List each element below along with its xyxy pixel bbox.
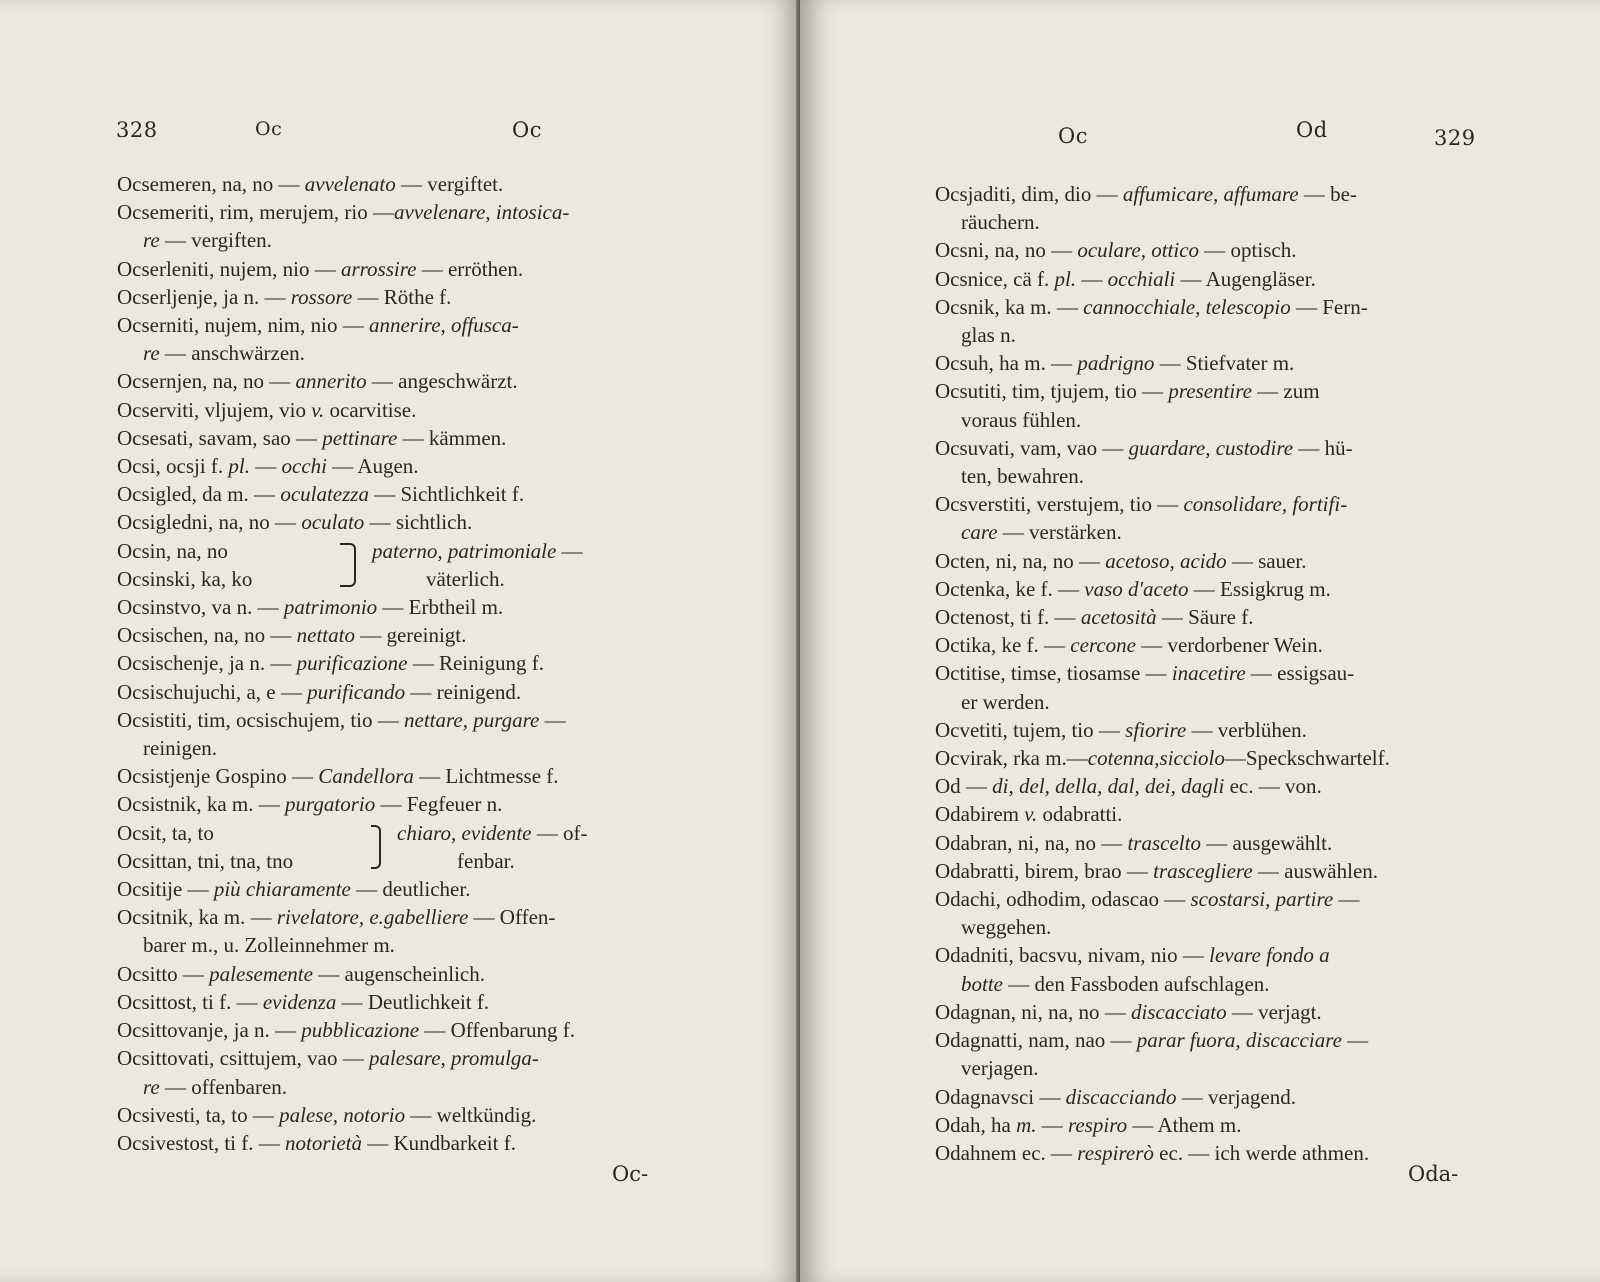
entry-continuation xyxy=(935,518,1525,546)
italian-gloss: più chiaramente xyxy=(213,877,351,902)
dictionary-entry xyxy=(935,1083,1525,1111)
dictionary-entry xyxy=(935,631,1525,659)
german-gloss: — offenbaren. xyxy=(159,1074,288,1099)
headword: Ocsuh, ha m. — xyxy=(935,351,1078,376)
headword: Ocsittan, tni, tna, tno xyxy=(117,848,294,873)
dictionary-entry xyxy=(935,800,1525,828)
german-gloss: — Stiefvater m. xyxy=(1154,351,1295,376)
entry-group xyxy=(117,819,692,875)
german-gloss: — vergiftet. xyxy=(395,172,504,196)
headword: Ocsivestost, ti f. — xyxy=(117,1130,285,1155)
dictionary-entry xyxy=(117,593,692,621)
german-gloss: odabratti. xyxy=(1037,802,1123,827)
page-number: 328 xyxy=(116,118,158,142)
dictionary-entry xyxy=(117,1016,692,1044)
italian-gloss: oculato xyxy=(301,510,365,535)
dictionary-entry xyxy=(117,508,692,536)
dictionary-entry xyxy=(935,236,1525,264)
entry-continuation xyxy=(117,931,692,959)
headword: Octen, ni, na, no — xyxy=(935,548,1106,573)
dictionary-entry xyxy=(935,829,1525,857)
entry-continuation xyxy=(935,913,1525,941)
dictionary-entry xyxy=(935,941,1525,969)
italian-gloss: respiro xyxy=(1067,1112,1128,1137)
dictionary-entry xyxy=(117,255,692,283)
dictionary-entry xyxy=(117,988,692,1016)
german-gloss: — xyxy=(1036,1112,1068,1137)
headword: Ocsemeriti, rim, merujem, rio — xyxy=(117,200,395,225)
german-gloss: ten, bewahren. xyxy=(961,464,1085,489)
italian-gloss: evidenza xyxy=(262,989,337,1014)
german-gloss: — Essigkrug m. xyxy=(1188,576,1331,601)
headword: Ocsittovati, csittujem, vao — xyxy=(117,1046,369,1071)
headword: Odachi, odhodim, odascao — xyxy=(935,887,1191,912)
dictionary-entry xyxy=(117,452,692,480)
dictionary-entry xyxy=(117,367,692,395)
italian-gloss: chiaro, evidente xyxy=(397,820,532,845)
dictionary-entry xyxy=(117,1129,692,1157)
italian-gloss: purificando xyxy=(307,679,406,704)
german-gloss: räuchern. xyxy=(961,210,1040,235)
headword: Odahnem ec. — xyxy=(935,1140,1078,1165)
dictionary-entry xyxy=(935,434,1525,462)
german-gloss: — sichtlich. xyxy=(364,510,473,535)
italian-gloss: guardare, custodire xyxy=(1128,435,1294,460)
dictionary-entry xyxy=(935,1111,1525,1139)
italian-gloss: nettare, purgare xyxy=(404,707,540,732)
dictionary-entry xyxy=(935,265,1525,293)
german-gloss: — Reinigung f. xyxy=(407,651,544,676)
italian-gloss: annerire, offusca- xyxy=(368,313,519,338)
german-gloss: — xyxy=(250,454,282,479)
italian-gloss: trascelto xyxy=(1127,830,1201,855)
german-gloss: — augenscheinlich. xyxy=(312,961,485,986)
italian-gloss: rossore xyxy=(290,284,353,309)
german-gloss: — xyxy=(1333,887,1360,912)
german-gloss: — optisch. xyxy=(1199,238,1297,263)
left-entry-list xyxy=(117,170,692,1157)
headword: Ocsni, na, no — xyxy=(935,238,1078,263)
german-gloss: — erröthen. xyxy=(416,256,524,281)
dictionary-entry xyxy=(935,180,1525,208)
italian-gloss: v. xyxy=(1024,802,1038,827)
german-gloss: — verstärken. xyxy=(997,520,1122,545)
german-gloss: — verjagend. xyxy=(1176,1084,1296,1109)
running-head: Od xyxy=(1296,118,1328,142)
dictionary-entry xyxy=(117,170,692,198)
entry-group xyxy=(117,537,692,593)
dictionary-entry xyxy=(117,424,692,452)
italian-gloss: occhi xyxy=(281,454,327,479)
headword: Ocserniti, nujem, nim, nio — xyxy=(117,313,369,338)
headword: Ocsnice, cä f. xyxy=(935,266,1055,291)
dictionary-entry xyxy=(117,311,692,339)
italian-gloss: pubblicazione xyxy=(301,1018,420,1043)
dictionary-entry xyxy=(117,198,692,226)
headword: Ocsinstvo, va n. — xyxy=(117,595,284,620)
italian-gloss: discacciando xyxy=(1065,1084,1177,1109)
headword: Ocsutiti, tim, tjujem, tio — xyxy=(935,379,1169,404)
dictionary-entry xyxy=(935,857,1525,885)
dictionary-entry xyxy=(117,283,692,311)
italian-gloss: purificazione xyxy=(296,651,408,676)
dictionary-entry xyxy=(935,998,1525,1026)
headword: Ocsernjen, na, no — xyxy=(117,369,296,394)
italian-gloss: palese, notorio xyxy=(279,1102,406,1127)
dictionary-entry xyxy=(117,875,692,903)
headword: Ocsischenje, ja n. — xyxy=(117,651,297,676)
italian-gloss: acetosità xyxy=(1080,605,1157,630)
headword: Ocsi, ocsji f. xyxy=(117,454,229,479)
german-gloss: — Erbtheil m. xyxy=(377,595,504,620)
german-gloss: — Sichtlichkeit f. xyxy=(368,482,525,507)
headword: Od — xyxy=(935,774,993,799)
italian-gloss: cotenna,sicciolo xyxy=(1087,746,1225,771)
italian-gloss: cercone xyxy=(1070,633,1136,658)
italian-gloss: sfiorire xyxy=(1125,717,1187,742)
german-gloss: — Lichtmesse f. xyxy=(413,764,559,789)
italian-gloss: avvelenato xyxy=(304,172,396,196)
headword: Odah, ha xyxy=(935,1112,1017,1137)
entry-continuation xyxy=(117,1073,692,1101)
dictionary-entry xyxy=(935,659,1525,687)
headword: Ocsitije — xyxy=(117,877,214,902)
headword: Ocsemeren, na, no — xyxy=(117,172,305,196)
dictionary-entry xyxy=(117,762,692,790)
dictionary-entry xyxy=(935,885,1525,913)
german-gloss: — xyxy=(556,538,583,563)
dictionary-entry xyxy=(935,772,1525,800)
german-gloss: ocarvitise. xyxy=(324,397,417,422)
german-gloss: — verjagt. xyxy=(1226,999,1322,1024)
italian-gloss: trascegliere xyxy=(1153,858,1253,883)
page-number: 329 xyxy=(1434,126,1476,150)
italian-gloss: re xyxy=(143,1074,160,1099)
italian-gloss: parar fuora, discacciare xyxy=(1136,1028,1342,1053)
headword: Ocsesati, savam, sao — xyxy=(117,425,323,450)
dictionary-entry xyxy=(117,396,692,424)
headword: Ocserleniti, nujem, nio — xyxy=(117,256,341,281)
dictionary-entry xyxy=(117,1044,692,1072)
german-gloss: — anschwärzen. xyxy=(159,341,305,366)
headword: Ocsivesti, ta, to — xyxy=(117,1102,280,1127)
dictionary-entry xyxy=(117,903,692,931)
headword: Ocsistjenje Gospino — xyxy=(117,764,319,789)
german-gloss: — sauer. xyxy=(1226,548,1307,573)
german-gloss: — verblühen. xyxy=(1186,717,1307,742)
headword: Ocsischen, na, no — xyxy=(117,623,297,648)
italian-gloss: notorietà xyxy=(285,1130,362,1155)
german-gloss: — zum xyxy=(1251,379,1320,404)
dictionary-entry xyxy=(935,744,1525,772)
dictionary-entry xyxy=(935,716,1525,744)
german-gloss: — weltkündig. xyxy=(405,1102,537,1127)
headword: Ocsischujuchi, a, e — xyxy=(117,679,308,704)
headword: Octenka, ke f. — xyxy=(935,576,1085,601)
italian-gloss: di, del, della, dal, dei, dagli xyxy=(992,774,1225,799)
german-gloss: — ausgewählt. xyxy=(1200,830,1333,855)
entry-continuation xyxy=(117,339,692,367)
italian-gloss: discacciato xyxy=(1130,999,1227,1024)
dictionary-entry xyxy=(935,349,1525,377)
italian-gloss: palesare, promulga- xyxy=(368,1046,539,1071)
german-gloss: — Deutlichkeit f. xyxy=(336,989,490,1014)
italian-gloss: respirerò xyxy=(1077,1140,1154,1165)
headword: Octenost, ti f. — xyxy=(935,605,1081,630)
german-gloss: — verdorbener Wein. xyxy=(1135,633,1323,658)
dictionary-entry xyxy=(117,1101,692,1129)
dictionary-entry xyxy=(935,377,1525,405)
dictionary-entry xyxy=(117,480,692,508)
dictionary-entry xyxy=(117,678,692,706)
german-gloss: voraus fühlen. xyxy=(961,407,1082,432)
italian-gloss: inacetire xyxy=(1171,661,1246,686)
dictionary-entry xyxy=(117,960,692,988)
german-gloss: — hü- xyxy=(1293,435,1353,460)
headword: Odadniti, bacsvu, nivam, nio — xyxy=(935,943,1210,968)
running-head: Oc xyxy=(1058,124,1088,148)
german-gloss: weggehen. xyxy=(961,915,1052,940)
german-gloss: väterlich. xyxy=(426,566,505,591)
italian-gloss: vaso d'aceto xyxy=(1084,576,1189,601)
italian-gloss: acetoso, acido xyxy=(1105,548,1227,573)
headword: Ocsigledni, na, no — xyxy=(117,510,302,535)
german-gloss: — den Fassboden aufschlagen. xyxy=(1003,971,1270,996)
headword: Ocsistnik, ka m. — xyxy=(117,792,285,817)
italian-gloss: Candellora xyxy=(318,764,414,789)
german-gloss: er werden. xyxy=(961,689,1050,714)
german-gloss: — xyxy=(1341,1028,1369,1053)
brace xyxy=(340,543,356,587)
italian-gloss: scostarsi, partire xyxy=(1190,887,1334,912)
italian-gloss: re xyxy=(143,341,160,366)
german-gloss: glas n. xyxy=(961,323,1016,348)
dictionary-entry xyxy=(117,649,692,677)
italian-gloss: pl. xyxy=(228,454,250,479)
headword: Ocvirak, rka m.— xyxy=(935,746,1088,771)
headword: Ocserviti, vljujem, vio xyxy=(117,397,312,422)
headword: Odabratti, birem, brao — xyxy=(935,858,1154,883)
german-gloss: — Fern- xyxy=(1290,294,1368,319)
german-gloss: verjagen. xyxy=(961,1056,1039,1081)
catchword: Oc- xyxy=(612,1162,649,1186)
german-gloss: barer m., u. Zolleinnehmer m. xyxy=(143,933,395,958)
german-gloss: — Röthe f. xyxy=(352,284,452,309)
italian-gloss: rivelatore, e.gabelliere xyxy=(276,905,469,930)
italian-gloss: annerito xyxy=(295,369,367,394)
headword: Ocvetiti, tujem, tio — xyxy=(935,717,1126,742)
italian-gloss: v. xyxy=(311,397,325,422)
italian-gloss: palesemente xyxy=(209,961,313,986)
italian-gloss: occhiali xyxy=(1107,266,1176,291)
headword: Ocsinski, ka, ko xyxy=(117,566,253,591)
entry-continuation xyxy=(935,970,1525,998)
dictionary-entry xyxy=(935,1026,1525,1054)
german-gloss: ec. — ich werde athmen. xyxy=(1153,1140,1370,1165)
entry-continuation xyxy=(935,321,1525,349)
german-gloss: — Augengläser. xyxy=(1175,266,1316,291)
dictionary-entry xyxy=(935,547,1525,575)
entry-continuation xyxy=(935,406,1525,434)
headword: Octitise, timse, tiosamse — xyxy=(935,661,1172,686)
german-gloss: — be- xyxy=(1298,182,1357,206)
right-entry-list xyxy=(935,180,1525,1167)
italian-gloss: avvelenare, intosica- xyxy=(394,200,570,225)
german-gloss: — vergiften. xyxy=(159,228,272,253)
german-gloss: — xyxy=(539,707,566,732)
german-gloss: — kämmen. xyxy=(397,425,507,450)
headword: Odagnavsci — xyxy=(935,1084,1066,1109)
entry-continuation xyxy=(935,462,1525,490)
headword: Ocsitto — xyxy=(117,961,210,986)
german-gloss: — Augen. xyxy=(326,454,419,479)
italian-gloss: oculare, ottico xyxy=(1077,238,1200,263)
german-gloss: — of- xyxy=(531,820,588,845)
dictionary-entry xyxy=(935,603,1525,631)
headword: Odagnatti, nam, nao — xyxy=(935,1028,1137,1053)
german-gloss: — reinigend. xyxy=(405,679,522,704)
headword: Ocsjaditi, dim, dio — xyxy=(935,182,1123,206)
entry-continuation xyxy=(935,688,1525,716)
headword: Ocsistiti, tim, ocsischujem, tio — xyxy=(117,707,404,732)
italian-gloss: paterno, patrimoniale xyxy=(372,538,557,563)
running-head-small: Oc xyxy=(255,118,283,140)
italian-gloss: nettato xyxy=(296,623,355,648)
right-page xyxy=(800,0,1600,1282)
italian-gloss: m. xyxy=(1016,1112,1037,1137)
german-gloss: — essigsau- xyxy=(1245,661,1355,686)
german-gloss: — xyxy=(1076,266,1108,291)
headword: Odagnan, ni, na, no — xyxy=(935,999,1131,1024)
italian-gloss: re xyxy=(143,228,160,253)
german-gloss: — Offenbarung f. xyxy=(419,1018,576,1043)
italian-gloss: care xyxy=(961,520,998,545)
dictionary-entry xyxy=(935,575,1525,603)
dictionary-entry xyxy=(117,621,692,649)
italian-gloss: cannocchiale, telescopio xyxy=(1083,294,1291,319)
german-gloss: —Speckschwartelf. xyxy=(1224,746,1390,771)
dictionary-entry xyxy=(935,293,1525,321)
headword: Ocsverstiti, verstujem, tio — xyxy=(935,492,1184,517)
headword: Ocsittovanje, ja n. — xyxy=(117,1018,302,1043)
catchword: Oda- xyxy=(1408,1162,1459,1186)
headword: Ocsnik, ka m. — xyxy=(935,294,1084,319)
headword: Ocsitnik, ka m. — xyxy=(117,905,277,930)
entry-continuation xyxy=(117,226,692,254)
italian-gloss: affumicare, affumare xyxy=(1122,182,1299,206)
italian-gloss: pettinare xyxy=(322,425,398,450)
brace xyxy=(371,825,381,869)
italian-gloss: pl. xyxy=(1054,266,1077,291)
entry-continuation xyxy=(935,208,1525,236)
italian-gloss: padrigno xyxy=(1077,351,1155,376)
german-gloss: — Kundbarkeit f. xyxy=(362,1130,516,1155)
italian-gloss: patrimonio xyxy=(283,595,378,620)
italian-gloss: botte xyxy=(961,971,1003,996)
german-gloss: — gereinigt. xyxy=(354,623,467,648)
german-gloss: — Offen- xyxy=(468,905,556,930)
entry-continuation xyxy=(117,734,692,762)
german-gloss: — auswählen. xyxy=(1252,858,1379,883)
german-gloss: fenbar. xyxy=(457,848,515,873)
headword: Ocserljenje, ja n. — xyxy=(117,284,291,309)
entry-continuation xyxy=(935,1054,1525,1082)
headword: Ocsin, na, no xyxy=(117,538,228,563)
headword: Ocsit, ta, to xyxy=(117,820,214,845)
german-gloss: — Athem m. xyxy=(1127,1112,1242,1137)
running-head: Oc xyxy=(512,118,542,142)
german-gloss: — deutlicher. xyxy=(350,877,471,902)
italian-gloss: arrossire xyxy=(340,256,417,281)
headword: Odabirem xyxy=(935,802,1025,827)
italian-gloss: presentire xyxy=(1168,379,1252,404)
dictionary-entry xyxy=(935,490,1525,518)
german-gloss: reinigen. xyxy=(143,736,218,761)
italian-gloss: purgatorio xyxy=(285,792,376,817)
italian-gloss: levare fondo a xyxy=(1209,943,1330,968)
dictionary-entry xyxy=(117,790,692,818)
german-gloss: — angeschwärzt. xyxy=(366,369,518,394)
headword: Ocsigled, da m. — xyxy=(117,482,281,507)
german-gloss: — Fegfeuer n. xyxy=(375,792,503,817)
german-gloss: ec. — von. xyxy=(1224,774,1322,799)
german-gloss: — Säure f. xyxy=(1156,605,1254,630)
headword: Odabran, ni, na, no — xyxy=(935,830,1128,855)
italian-gloss: consolidare, fortifi- xyxy=(1183,492,1348,517)
headword: Octika, ke f. — xyxy=(935,633,1071,658)
headword: Ocsittost, ti f. — xyxy=(117,989,263,1014)
dictionary-entry xyxy=(117,706,692,734)
headword: Ocsuvati, vam, vao — xyxy=(935,435,1129,460)
italian-gloss: oculatezza xyxy=(280,482,369,507)
